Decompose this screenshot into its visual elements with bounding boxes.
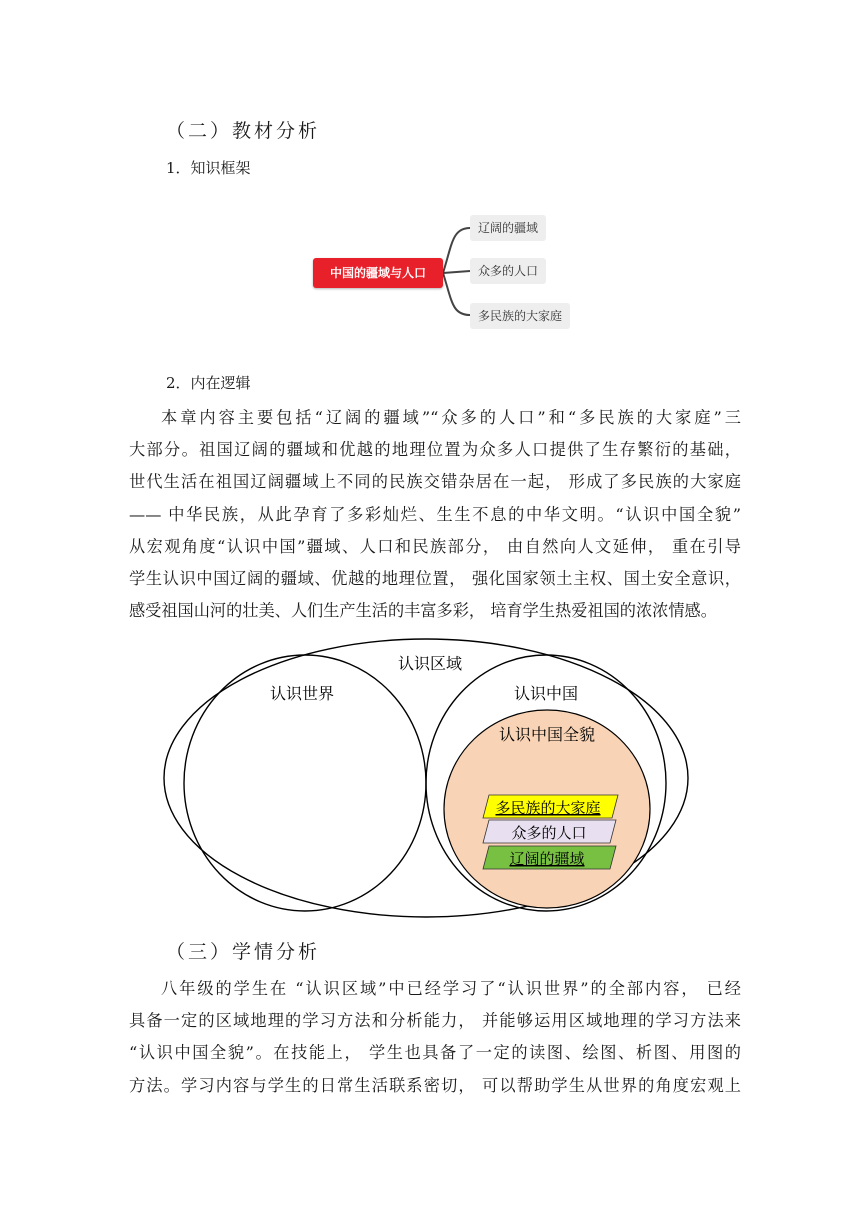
paragraph-line: 感受祖国山河的壮美、人们生产生活的丰富多彩， 培育学生热爱祖国的浓浓情感。 bbox=[129, 601, 717, 621]
label-know-china: 认识中国 bbox=[513, 684, 579, 703]
paragraph-line: —— 中华民族，从此孕育了多彩灿烂、生生不息的中华文明。“认识中国全貌” bbox=[129, 504, 741, 524]
paragraph-line: 本章内容主要包括“辽阔的疆域”“众多的人口”和“多民族的大家庭”三 bbox=[161, 408, 741, 427]
subheading-internal-logic: 2．内在逻辑 bbox=[166, 374, 251, 392]
mindmap-node-ethnic-family: 多民族的大家庭 bbox=[470, 303, 570, 329]
paragraph-line: 具备一定的区域地理的学习方法和分析能力， 并能够运用区域地理的学习方法来 bbox=[129, 1011, 741, 1031]
region-venn-diagram bbox=[0, 630, 860, 925]
label-know-region: 认识区域 bbox=[397, 654, 463, 673]
paragraph-line: 大部分。祖国辽阔的疆域和优越的地理位置为众多人口提供了生存繁衍的基础， bbox=[129, 440, 741, 460]
label-know-world: 认识世界 bbox=[269, 684, 335, 703]
stack-label-ethnic-family: 多民族的大家庭 bbox=[495, 799, 601, 817]
paragraph-learner-analysis bbox=[129, 973, 741, 1102]
paragraph-line: 八年级的学生在 “认识区域”中已经学习了“认识世界”的全部内容， 已经 bbox=[161, 979, 741, 998]
stack-label-territory: 辽阔的疆域 bbox=[509, 850, 585, 868]
paragraph-line: 从宏观角度“认识中国”疆域、人口和民族部分， 由自然向人文延伸， 重在引导 bbox=[129, 536, 741, 556]
section-title-textbook-analysis: （二）教材分析 bbox=[166, 120, 321, 142]
mindmap-node-territory: 辽阔的疆域 bbox=[470, 215, 546, 241]
paragraph-line: 学生认识中国辽阔的疆域、优越的地理位置， 强化国家领土主权、国土安全意识， bbox=[129, 569, 741, 589]
paragraph-line: 世代生活在祖国辽阔疆域上不同的民族交错杂居在一起， 形成了多民族的大家庭 bbox=[129, 472, 741, 492]
stack-label-population: 众多的人口 bbox=[511, 824, 587, 842]
section-title-learner-analysis: （三）学情分析 bbox=[166, 941, 321, 963]
paragraph-line: 方法。学习内容与学生的日常生活联系密切， 可以帮助学生从世界的角度宏观上 bbox=[129, 1075, 741, 1095]
paragraph-line: “认识中国全貌”。在技能上， 学生也具备了一定的读图、绘图、析图、用图的 bbox=[129, 1043, 741, 1063]
mindmap-node-population: 众多的人口 bbox=[470, 258, 546, 284]
label-know-china-overview: 认识中国全貌 bbox=[498, 725, 596, 744]
paragraph-chapter-content bbox=[129, 402, 741, 627]
subheading-knowledge-framework: 1．知识框架 bbox=[166, 159, 251, 177]
mindmap-root-node: 中国的疆域与人口 bbox=[313, 258, 443, 288]
